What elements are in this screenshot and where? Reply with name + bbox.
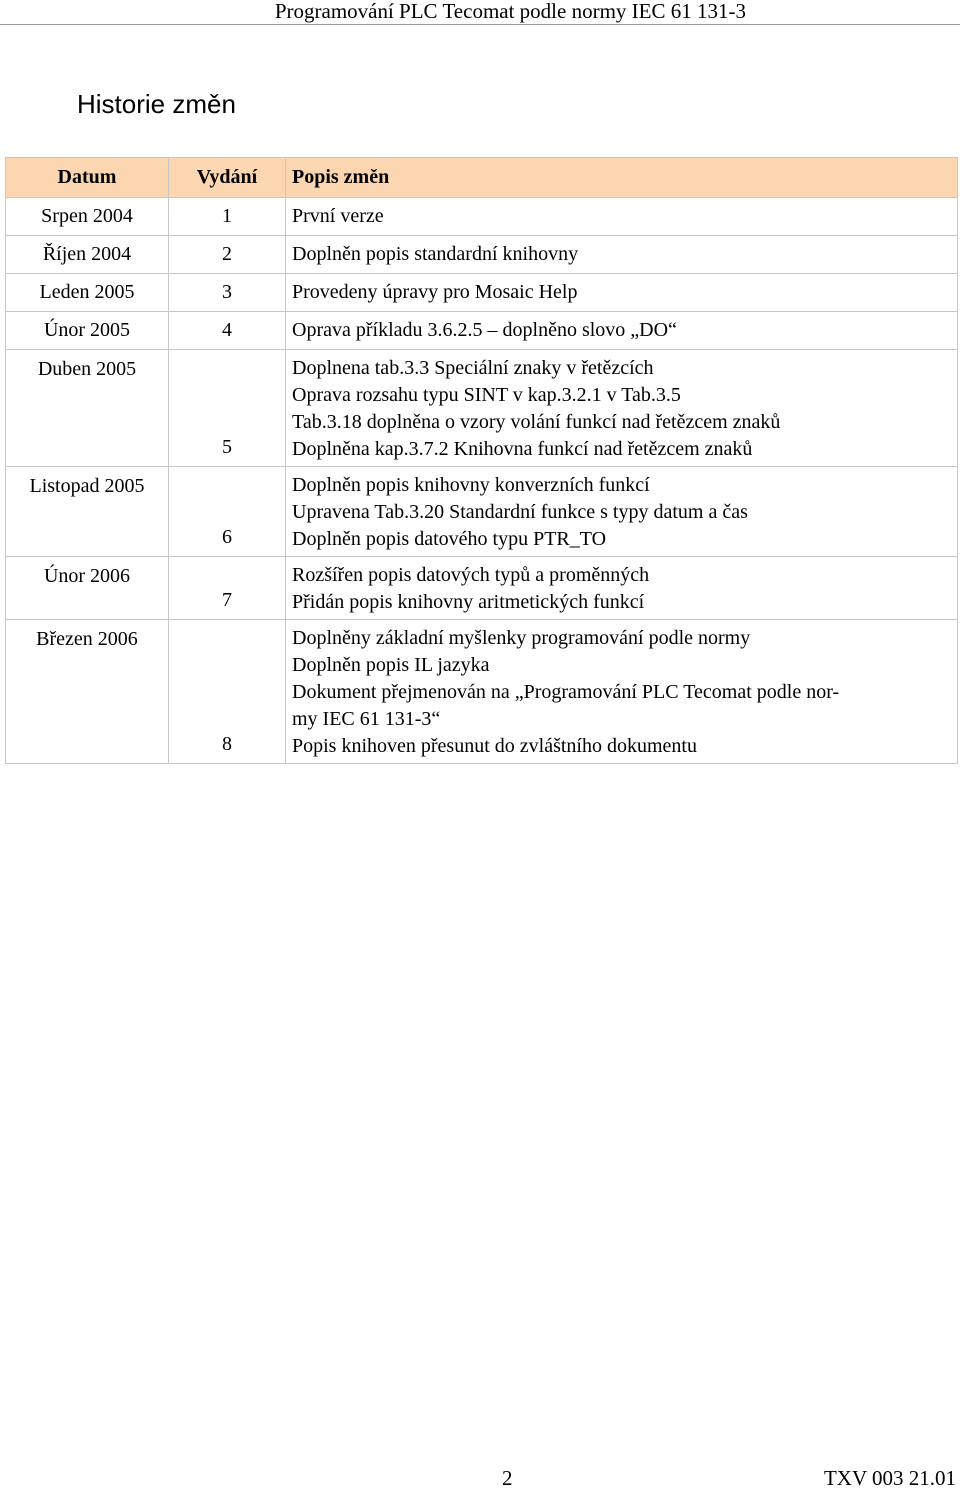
description-line: Doplněna kap.3.7.2 Knihovna funkcí nad řetězcem znaků	[292, 438, 753, 460]
edition-cell: 2	[169, 236, 286, 274]
section-title: Historie změn	[77, 89, 236, 119]
edition-cell: 5	[169, 350, 286, 467]
edition-cell: 6	[169, 467, 286, 557]
description-cell	[286, 557, 958, 620]
description-line: Doplněn popis standardní knihovny	[292, 243, 579, 265]
document-code: TXV 003 21.01	[823, 1466, 956, 1490]
table-row	[6, 620, 958, 764]
edition-cell: 8	[169, 620, 286, 764]
description-line: Oprava příkladu 3.6.2.5 – doplněno slovo „DO“	[292, 319, 677, 341]
description-line: Popis knihoven přesunut do zvláštního dokumentu	[292, 735, 697, 757]
date-cell: Březen 2006	[6, 620, 169, 764]
date-cell: Únor 2006	[6, 557, 169, 620]
description-cell	[286, 350, 958, 467]
column-header-edition: Vydání	[169, 158, 286, 198]
date-cell: Leden 2005	[6, 274, 169, 312]
table-row	[6, 350, 958, 467]
date-cell: Listopad 2005	[6, 467, 169, 557]
edition-cell: 4	[169, 312, 286, 350]
date-cell: Říjen 2004	[6, 236, 169, 274]
change-history-table	[5, 157, 958, 764]
description-line: Doplnena tab.3.3 Speciální znaky v řetězcích	[292, 357, 654, 379]
description-line: Doplněn popis IL jazyka	[292, 654, 490, 676]
description-line: Tab.3.18 doplněna o vzory volání funkcí nad řetězcem znaků	[292, 411, 781, 433]
table-row	[6, 467, 958, 557]
description-line: Rozšířen popis datových typů a proměnných	[292, 564, 650, 586]
table-row	[6, 557, 958, 620]
date-cell: Duben 2005	[6, 350, 169, 467]
description-cell	[286, 467, 958, 557]
table-row	[6, 274, 958, 312]
description-line: Oprava rozsahu typu SINT v kap.3.2.1 v Tab.3.5	[292, 384, 681, 406]
description-line: Upravena Tab.3.20 Standardní funkce s typy datum a čas	[292, 501, 748, 523]
edition-cell: 7	[169, 557, 286, 620]
description-line: Doplněny základní myšlenky programování podle normy	[292, 627, 751, 649]
edition-cell: 3	[169, 274, 286, 312]
description-line: Provedeny úpravy pro Mosaic Help	[292, 281, 578, 303]
description-cell	[286, 312, 958, 350]
date-cell: Únor 2005	[6, 312, 169, 350]
table-row	[6, 312, 958, 350]
column-header-date: Datum	[6, 158, 169, 198]
table-header-row	[6, 158, 958, 198]
description-cell	[286, 198, 958, 236]
description-cell	[286, 236, 958, 274]
column-header-description: Popis změn	[286, 158, 958, 198]
edition-cell: 1	[169, 198, 286, 236]
description-line: První verze	[292, 205, 384, 227]
description-line: Přidán popis knihovny aritmetických funkcí	[292, 591, 645, 613]
running-header-title: Programování PLC Tecomat podle normy IEC 61 131-3	[274, 0, 746, 23]
description-cell	[286, 274, 958, 312]
running-header	[0, 0, 960, 25]
table-row	[6, 198, 958, 236]
description-line: Dokument přejmenován na „Programování PLC Tecomat podle nor-	[292, 681, 840, 703]
description-line: Doplněn popis datového typu PTR_TO	[292, 528, 607, 550]
page-number: 2	[502, 1466, 513, 1490]
description-line: my IEC 61 131-3“	[292, 708, 441, 730]
table-row	[6, 236, 958, 274]
description-cell	[286, 620, 958, 764]
date-cell: Srpen 2004	[6, 198, 169, 236]
description-line: Doplněn popis knihovny konverzních funkcí	[292, 474, 650, 496]
